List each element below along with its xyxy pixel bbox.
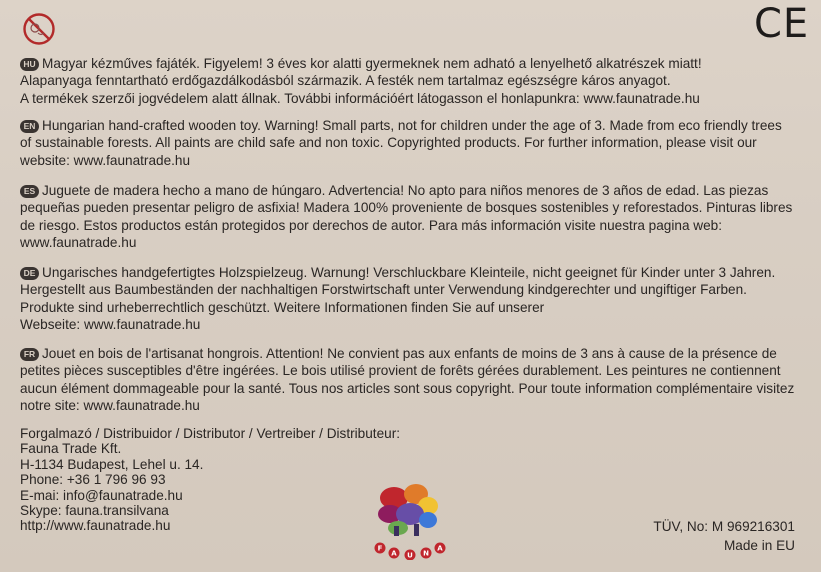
text-line: ES Juguete de madera hecho a mano de húngaro. Advertencia! No apto para niños menores de 3 años de edad. Las piezas — [20, 182, 810, 199]
text-line: DE Ungarisches handgefertigtes Holzspielzeug. Warnung! Verschluckbare Kleinteile, nicht geeignet für Kinder unter 3 Jahren. — [20, 264, 810, 281]
text-line: pequeñas pueden presentar peligro de asfixia! Madera 100% proveniente de bosques sostenibles y reforestados. Pinturas libres — [20, 200, 793, 216]
phone: Phone: +36 1 796 96 93 — [20, 472, 166, 488]
text-line: de riesgo. Estos productos están protegidos por derechos de autor. Para más información visite nuestra pagina web: — [20, 217, 722, 233]
text-line: A termékek szerzői jogvédelem alatt állnak. További információért látogasson el honlapunkra: www.faunatrade.hu — [20, 90, 700, 106]
logo-letter: N — [423, 549, 429, 558]
text-line: Alapanyaga fenntartható erdőgazdálkodásból származik. A festék nem tartalmaz egészségre káros anyagot. — [20, 73, 671, 89]
tuv-number: TÜV, No: M 969216301 — [653, 519, 795, 534]
flag-de-icon: DE — [20, 267, 39, 280]
logo-letter: F — [377, 544, 383, 553]
flag-en-icon: EN — [20, 120, 39, 133]
skype: Skype: fauna.transilvana — [20, 503, 169, 519]
flag-hu-icon: HU — [20, 58, 39, 71]
paragraph-fr — [20, 345, 810, 414]
text-line: EN Hungarian hand-crafted wooden toy. Warning! Small parts, not for children under the age of 3. Made from eco friendly trees — [20, 117, 810, 134]
company-name: Fauna Trade Kft. — [20, 441, 122, 457]
origin-label: Made in EU — [723, 537, 795, 553]
address: H-1134 Budapest, Lehel u. 14. — [20, 456, 204, 472]
distributor-block — [20, 426, 400, 534]
text-line: website: www.faunatrade.hu — [20, 152, 191, 168]
logo-letter: U — [407, 551, 413, 560]
logo-letter: A — [437, 544, 443, 553]
ce-icon: CE — [754, 1, 810, 47]
text-line: notre site: www.faunatrade.hu — [20, 397, 200, 413]
paragraph-en — [20, 117, 810, 169]
no-under-3-icon — [22, 12, 56, 46]
email: E-mai: info@faunatrade.hu — [20, 487, 183, 503]
text-line: Produkte sind urheberrechtlich geschützt. Weitere Informationen finden Sie auf unserer — [20, 299, 545, 315]
text-line: FR Jouet en bois de l'artisanat hongrois. Attention! Ne convient pas aux enfants de moins de 3 ans à cause de la présence de — [20, 345, 810, 362]
flag-es-icon: ES — [20, 185, 39, 198]
text-line: of sustainable forests. All paints are child safe and non toxic. Copyrighted products. For further information, please visit our — [20, 135, 757, 151]
text-line: petites pièces susceptibles d'être ingérées. Le bois utilisé provient de forêts gérées durablement. Les peintures ne contiennent — [20, 363, 781, 379]
logo-letter: A — [391, 549, 397, 558]
text-line: aucun élément dommageable pour la santé. Tous nos articles sont sous copyright. Pour toute information complémentaire visitez — [20, 380, 795, 396]
flag-fr-icon: FR — [20, 348, 39, 361]
text-line: HU Magyar kézműves fajáték. Figyelem! 3 éves kor alatti gyermeknek nem adható a lenyelhető alkatrészek miatt! — [20, 55, 810, 72]
paragraph-hu — [20, 55, 810, 107]
paragraph-de — [20, 264, 810, 333]
distributor-heading: Forgalmazó / Distribuidor / Distributor / Vertreiber / Distributeur: — [20, 426, 400, 441]
paragraph-es — [20, 182, 810, 251]
certification-block — [640, 518, 795, 555]
website: http://www.faunatrade.hu — [20, 518, 171, 534]
text-line: www.faunatrade.hu — [20, 234, 137, 250]
text-line: Webseite: www.faunatrade.hu — [20, 316, 201, 332]
fauna-logo — [370, 478, 450, 560]
text-line: Hergestellt aus Baumbeständen der nachhaltigen Forstwirtschaft unter Verwendung kindgerechter und ungiftiger Farben. — [20, 282, 747, 298]
